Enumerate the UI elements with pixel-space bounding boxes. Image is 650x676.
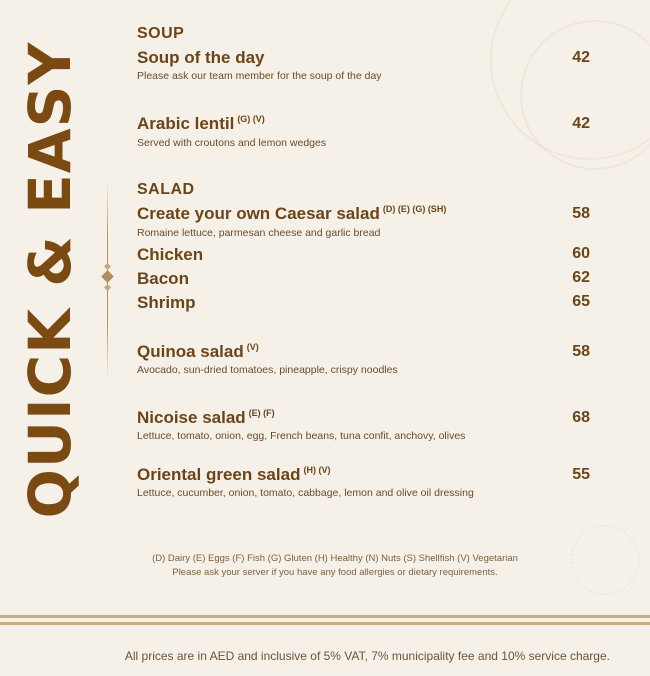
menu-item-description: Romaine lettuce, parmesan cheese and garlic bread (137, 227, 381, 239)
vertical-title: QUICK & EASY (16, 41, 84, 519)
menu-item-price: 42 (572, 115, 590, 132)
decorative-bar (0, 622, 650, 625)
menu-item-name: Quinoa salad $^{(V)}$ (137, 342, 259, 361)
background-stain (520, 20, 650, 170)
decorative-bars (0, 615, 650, 629)
menu-item-name: Arabic lentil $^{(G) (V)}$ (137, 114, 265, 133)
menu-item-name: Nicoise salad $^{(E) (F)}$ (137, 408, 275, 427)
addon-price: 60 (572, 245, 590, 262)
menu-item-name: Create your own Caesar salad $^{(D) (E) (G) (SH)}$ (137, 204, 447, 223)
section-title-salad: SALAD (137, 181, 195, 198)
addon-name: Bacon (137, 269, 189, 288)
menu-item-name: Soup of the day (137, 48, 265, 67)
menu-item-description: Lettuce, cucumber, onion, tomato, cabbage, lemon and olive oil dressing (137, 487, 474, 499)
addon-name: Shrimp (137, 293, 196, 312)
divider-diamond-icon (101, 270, 114, 283)
price-footer: All prices are in AED and inclusive of 5% VAT, 7% municipality fee and 10% service charge. (124, 649, 610, 663)
addon-price: 62 (572, 269, 590, 286)
decorative-bar (0, 615, 650, 618)
dietary-tags: (H) (V) (303, 465, 331, 475)
menu-item-description: Served with croutons and lemon wedges (137, 137, 327, 149)
divider-dot-icon (104, 263, 111, 270)
menu-item-price: 58 (572, 205, 590, 222)
section-title-soup: SOUP (137, 25, 185, 42)
menu-item-price: 58 (572, 343, 590, 360)
allergen-legend: (D) Dairy (E) Eggs (F) Fish (G) Gluten (H) Healthy (N) Nuts (S) Shellfish (V) Vegetarian (152, 553, 518, 564)
menu-item-description: Lettuce, tomato, onion, egg, French beans, tuna confit, anchovy, olives (137, 430, 466, 442)
dietary-tags: (E) (F) (248, 408, 275, 418)
dietary-tags: (D) (E) (G) (SH) (382, 204, 447, 214)
menu-item-description: Avocado, sun-dried tomatoes, pineapple, crispy noodles (137, 364, 398, 376)
menu-item-description: Please ask our team member for the soup of the day (137, 70, 382, 82)
menu-item-price: 42 (572, 49, 590, 66)
background-stain (490, 0, 650, 160)
dietary-tags: (G) (V) (237, 114, 265, 124)
menu-item-price: 55 (572, 466, 590, 483)
menu-item-price: 68 (572, 409, 590, 426)
divider-dot-icon (104, 284, 111, 291)
addon-price: 65 (572, 293, 590, 310)
dietary-tags: (V) (246, 342, 259, 352)
menu-item-name: Oriental green salad $^{(H) (V)}$ (137, 465, 331, 484)
addon-name: Chicken (137, 245, 204, 264)
allergy-note: Please ask your server if you have any food allergies or dietary requirements. (172, 567, 498, 578)
